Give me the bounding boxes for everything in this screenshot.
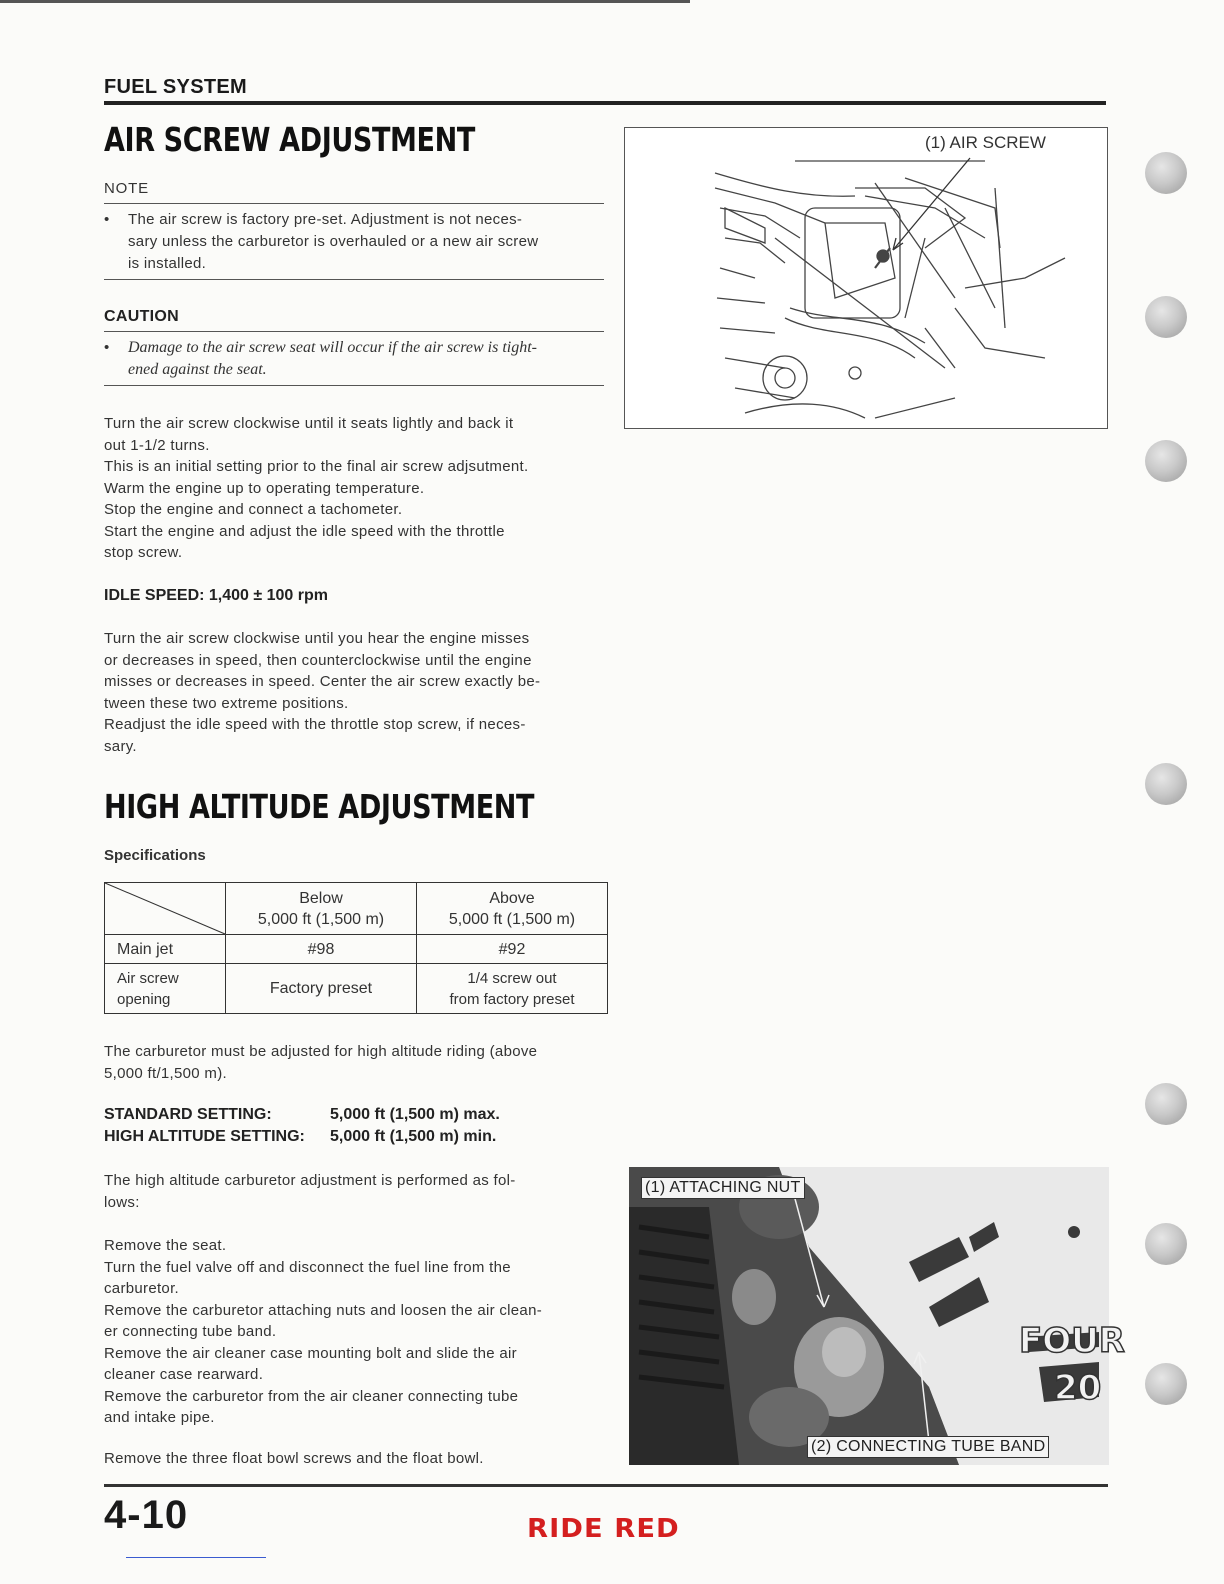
col-above-line: Above [489, 889, 535, 907]
high-altitude-setting-value: 5,000 ft (1,500 m) min. [330, 1128, 497, 1145]
text-line: Remove the seat. [104, 1237, 227, 1254]
col-above [417, 883, 608, 935]
connecting-tube-band-callout: (2) CONNECTING TUBE BAND [807, 1436, 1049, 1458]
note-block [104, 209, 604, 275]
air-screw-title: AIR SCREW ADJUSTMENT [104, 120, 475, 159]
bullet-dot: • [104, 211, 110, 228]
high-altitude-setting-label: HIGH ALTITUDE SETTING: [104, 1128, 305, 1145]
footer-rule [104, 1484, 1108, 1487]
col-below [226, 883, 417, 935]
table-header-row [105, 883, 608, 935]
attaching-nut-callout: (1) ATTACHING NUT [641, 1177, 805, 1199]
table-row [105, 935, 608, 964]
text-line: out 1-1/2 turns. [104, 436, 210, 454]
text-line: carburetor. [104, 1280, 180, 1297]
text-line: The carburetor must be adjusted for high altitude riding (above [104, 1043, 538, 1060]
text-line: Turn the air screw clockwise until it seats lightly and back it [104, 415, 514, 432]
text-line: Stop the engine and connect a tachometer. [104, 501, 403, 518]
row-label-line: opening [117, 990, 171, 1008]
caution-block [104, 337, 604, 381]
table-row [105, 964, 608, 1014]
standard-setting-value: 5,000 ft (1,500 m) max. [330, 1106, 500, 1123]
cell-line: from factory preset [449, 990, 575, 1008]
photo-drawing [629, 1167, 1125, 1465]
note-line: The air screw is factory pre-set. Adjustment is not neces- [128, 211, 523, 228]
high-altitude-intro [104, 1041, 604, 1084]
table-cell: #92 [417, 935, 608, 964]
idle-speed-spec: IDLE SPEED: 1,400 ± 100 rpm [104, 587, 328, 604]
section-label: FUEL SYSTEM [104, 76, 247, 98]
text-line: This is an initial setting prior to the final air screw adjsutment. [104, 458, 529, 475]
table-cell: Factory preset [226, 964, 417, 1014]
cell-line: 1/4 screw out [467, 969, 557, 987]
caution-rule-bottom [104, 385, 604, 386]
text-line: er connecting tube band. [104, 1323, 277, 1340]
brand-mark: RIDE RED [527, 1514, 680, 1544]
specifications-label: Specifications [104, 847, 206, 864]
note-line: is installed. [128, 255, 207, 272]
text-line: lows: [104, 1193, 140, 1211]
table-cell: #98 [226, 935, 417, 964]
table-cell [417, 964, 608, 1014]
bullet-dot: • [104, 339, 110, 356]
header-rule [104, 101, 1106, 105]
air-screw-adjust-text [104, 628, 604, 757]
row-label: Main jet [105, 935, 226, 964]
spec-table [104, 882, 608, 1014]
binder-hole [1145, 152, 1187, 194]
row-label-line: Air screw [117, 969, 179, 987]
text-line: Remove the carburetor from the air cleaner connecting tube [104, 1387, 519, 1405]
text-line: tween these two extreme positions. [104, 694, 349, 712]
high-altitude-lead [104, 1170, 604, 1213]
air-screw-procedure [104, 413, 604, 564]
text-line: Remove the air cleaner case mounting bolt and slide the air [104, 1344, 517, 1362]
photo-text-four: FOUR [1019, 1321, 1125, 1361]
bottom-link-line [126, 1557, 266, 1558]
spec-table-wrap [104, 882, 608, 1014]
air-screw-callout: (1) AIR SCREW [925, 133, 1046, 152]
binder-hole [1145, 440, 1187, 482]
top-edge-line [0, 0, 690, 3]
page-number: 4-10 [104, 1493, 189, 1537]
removal-steps [104, 1235, 604, 1429]
caution-text [128, 337, 604, 381]
text-line: The high altitude carburetor adjustment is performed as fol- [104, 1172, 516, 1189]
binder-hole [1145, 1083, 1187, 1125]
binder-hole [1145, 1223, 1187, 1265]
float-bowl-step: Remove the three float bowl screws and the float bowl. [104, 1450, 484, 1467]
note-label: NOTE [104, 180, 149, 197]
note-rule-top [104, 203, 604, 204]
high-altitude-title: HIGH ALTITUDE ADJUSTMENT [104, 787, 535, 826]
text-line: Turn the air screw clockwise until you hear the engine misses [104, 630, 530, 647]
note-text [128, 209, 604, 275]
text-line: Turn the fuel valve off and disconnect the fuel line from the [104, 1258, 511, 1276]
standard-setting-label: STANDARD SETTING: [104, 1106, 272, 1123]
note-rule-bottom [104, 279, 604, 280]
binder-hole [1145, 1363, 1187, 1405]
text-line: Readjust the idle speed with the throttle stop screw, if neces- [104, 716, 526, 733]
binder-hole [1145, 763, 1187, 805]
col-below-line: 5,000 ft (1,500 m) [257, 910, 385, 928]
text-line: or decreases in speed, then counterclockwise until the engine [104, 651, 532, 669]
text-line: and intake pipe. [104, 1409, 215, 1426]
corner-diagonal [105, 883, 225, 934]
text-line: stop screw. [104, 544, 183, 561]
caution-rule-top [104, 331, 604, 332]
text-line: Start the engine and adjust the idle speed with the throttle [104, 522, 505, 540]
text-line: sary. [104, 737, 137, 755]
caution-line: ened against the seat. [128, 361, 267, 378]
air-screw-figure [624, 127, 1108, 429]
col-above-line: 5,000 ft (1,500 m) [448, 910, 576, 928]
row-label [105, 964, 226, 1014]
photo-text-20: 20 [1054, 1368, 1102, 1408]
binder-hole [1145, 296, 1187, 338]
text-line: Remove the carburetor attaching nuts and loosen the air clean- [104, 1301, 543, 1319]
text-line: cleaner case rearward. [104, 1366, 264, 1383]
text-line: misses or decreases in speed. Center the air screw exactly be- [104, 673, 541, 690]
caution-label: CAUTION [104, 308, 179, 325]
text-line: 5,000 ft/1,500 m). [104, 1064, 227, 1082]
carburetor-photo [629, 1167, 1125, 1465]
corner-cell [105, 883, 226, 935]
note-line: sary unless the carburetor is overhauled or a new air screw [128, 233, 539, 250]
carburetor-line-drawing [625, 128, 1107, 428]
caution-line: Damage to the air screw seat will occur if the air screw is tight- [128, 339, 537, 356]
col-below-line: Below [299, 889, 343, 907]
text-line: Warm the engine up to operating temperature. [104, 479, 425, 497]
